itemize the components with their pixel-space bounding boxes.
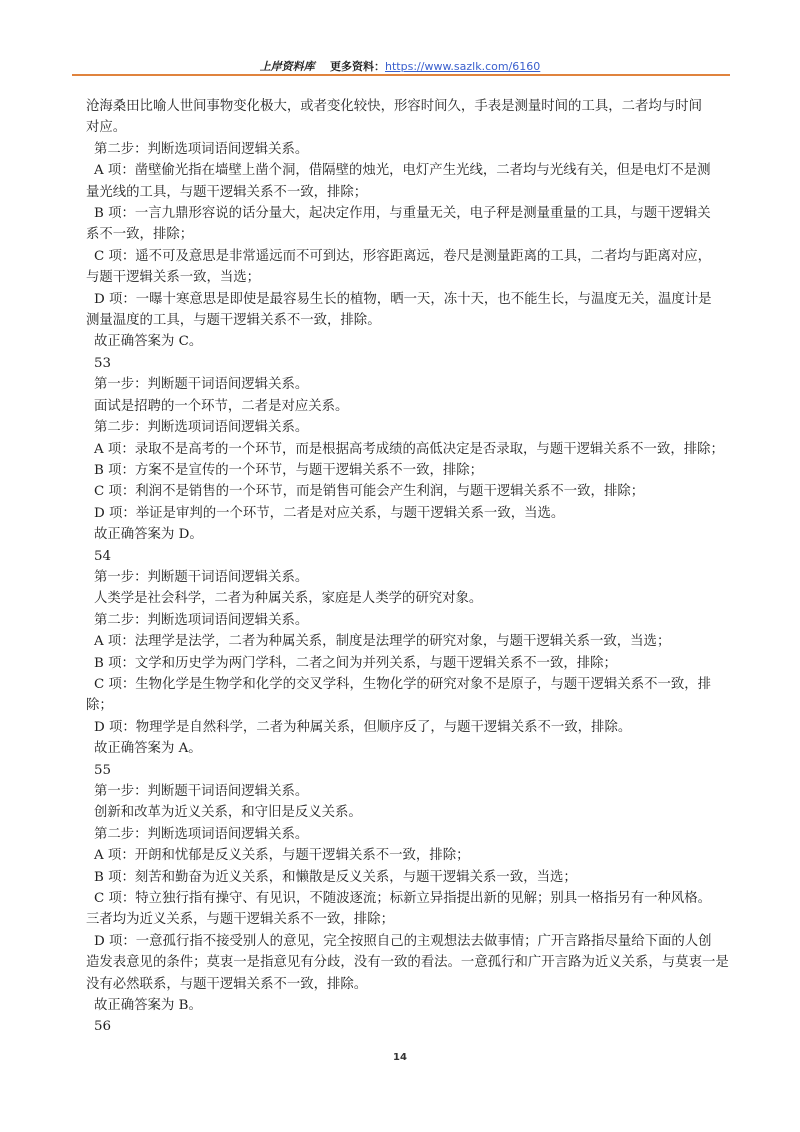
text-line: 第一步：判断题干词语间逻辑关系。: [94, 784, 309, 799]
text-line: C 项：利润不是销售的一个环节，而是销售可能会产生利润，与题干逻辑关系不一致，排除；: [94, 484, 645, 500]
text-line: 创新和改革为近义关系，和守旧是反义关系。: [94, 805, 362, 821]
text-line: 第一步：判断题干词语间逻辑关系。: [94, 377, 309, 393]
text-line: 第二步：判断选项词语间逻辑关系。: [94, 141, 309, 157]
text-line: 第二步：判断选项词语间逻辑关系。: [94, 612, 309, 628]
text-line: 故正确答案为 C。: [94, 334, 203, 350]
document-body: [86, 96, 746, 1038]
text-line: C 项：特立独行指有操守、有见识，不随波逐流；标新立异指提出新的见解；别具一格指另有一种风格。: [94, 891, 712, 907]
text-line: 第一步：判断题干词语间逻辑关系。: [94, 569, 309, 585]
text-line: B 项：刻苦和勤奋为近义关系，和懒散是反义关系，与题干逻辑关系一致，当选；: [94, 869, 577, 885]
text-line: 造发表意见的条件；莫衷一是指意见有分歧，没有一致的看法。一意孤行和广开言路为近义关系，与莫衷一是: [86, 955, 729, 971]
header-divider: [72, 74, 730, 76]
text-line: C 项：遥不可及意思是非常遥远而不可到达，形容距离远，卷尺是测量距离的工具，二者均与距离对应，: [94, 248, 712, 264]
question-number: 55: [94, 762, 112, 778]
text-line: D 项：一意孤行指不接受别人的意见，完全按照自己的主观想法去做事情；广开言路指尽量给下面的人创: [94, 933, 712, 949]
header-brand: 上岸资料库: [259, 60, 315, 73]
text-line: A 项：开朗和忧郁是反义关系，与题干逻辑关系不一致，排除；: [94, 848, 470, 864]
page-header: [0, 58, 800, 74]
text-line: 量光线的工具，与题干逻辑关系不一致，排除；: [86, 184, 368, 200]
text-line: D 项：一曝十寒意思是即使是最容易生长的植物，晒一天，冻十天，也不能生长，与温度无关，温度计是: [94, 291, 712, 307]
question-number: 56: [94, 1019, 112, 1035]
text-line: B 项：一言九鼎形容说的话分量大，起决定作用，与重量无关，电子秤是测量重量的工具，与题干逻辑关: [94, 206, 711, 222]
text-line: A 项：法理学是法学，二者为种属关系，制度是法理学的研究对象，与题干逻辑关系一致，当选；: [94, 634, 671, 650]
text-line: 第二步：判断选项词语间逻辑关系。: [94, 420, 309, 436]
text-line: 除；: [86, 698, 113, 714]
text-line: 故正确答案为 A。: [94, 741, 202, 757]
page-number: 14: [393, 1052, 407, 1063]
text-line: D 项：举证是审判的一个环节，二者是对应关系，与题干逻辑关系一致，当选。: [94, 505, 565, 521]
text-line: 面试是招聘的一个环节，二者是对应关系。: [94, 398, 349, 414]
text-line: 没有必然联系，与题干逻辑关系不一致，排除。: [86, 976, 368, 992]
question-number: 53: [94, 355, 112, 371]
text-line: 对应。: [86, 120, 127, 136]
text-line: B 项：方案不是宣传的一个环节，与题干逻辑关系不一致，排除；: [94, 462, 484, 478]
text-line: 三者均为近义关系，与题干逻辑关系不一致，排除；: [86, 912, 394, 928]
header-link[interactable]: https://www.sazlk.com/6160: [385, 60, 541, 73]
text-line: D 项：物理学是自然科学，二者为种属关系，但顺序反了，与题干逻辑关系不一致，排除。: [94, 719, 632, 735]
text-line: B 项：文学和历史学为两门学科，二者之间为并列关系，与题干逻辑关系不一致，排除；: [94, 655, 617, 671]
text-line: A 项：凿壁偷光指在墙壁上凿个洞，借隔壁的烛光，电灯产生光线，二者均与光线有关，但是电灯不是测: [94, 163, 711, 179]
question-number: 54: [94, 548, 112, 564]
text-line: 故正确答案为 B。: [94, 998, 202, 1014]
text-line: 第二步：判断选项词语间逻辑关系。: [94, 826, 309, 842]
text-line: 测量温度的工具，与题干逻辑关系不一致，排除。: [86, 313, 381, 329]
text-line: 与题干逻辑关系一致，当选；: [86, 270, 261, 286]
text-line: 系不一致，排除；: [86, 227, 194, 243]
text-line: 人类学是社会科学，二者为种属关系，家庭是人类学的研究对象。: [94, 591, 483, 607]
text-line: 故正确答案为 D。: [94, 527, 203, 543]
header-label: 更多资料：: [330, 60, 386, 73]
text-line: 沧海桑田比喻人世间事物变化极大，或者变化较快，形容时间久，手表是测量时间的工具，二者均与时间: [86, 99, 702, 114]
text-line: C 项：生物化学是生物学和化学的交叉学科，生物化学的研究对象不是原子，与题干逻辑关系不一致，排: [94, 676, 712, 692]
text-line: A 项：录取不是高考的一个环节，而是根据高考成绩的高低决定是否录取，与题干逻辑关系不一致，排除；: [94, 441, 724, 457]
